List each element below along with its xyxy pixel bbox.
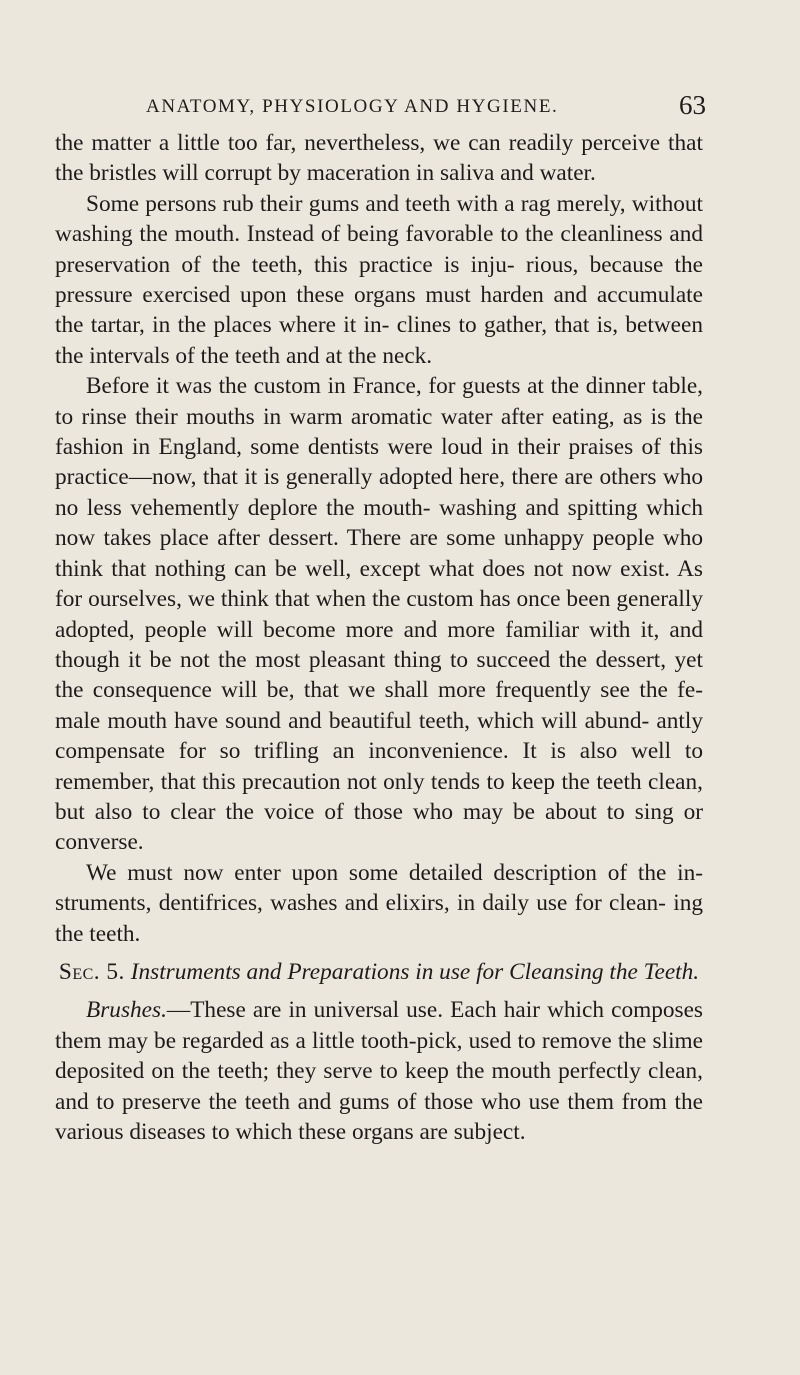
paragraph-rag-rubbing-text: Some persons rub their gums and teeth with a rag merely, without washing the mouth. Instead of being favorable to the cleanliness and preservation of the teeth, this practice is inju- rious, because the pressure exercised upon these organs must harden and accumulate the tartar, in the places where it in- clines to gather, that is, between the intervals of the teeth and at the neck. (55, 190, 703, 369)
paragraph-continuation: the matter a little too far, nevertheless, we can readily perceive that the bristles will corrupt by maceration in saliva and water. (55, 130, 703, 187)
brushes-text: —These are in universal use. Each hair which composes them may be regarded as a little tooth-pick, used to remove the slime deposited on the teeth; they serve to keep the mouth perfectly clean, and to preserve the teeth and gums of those who use them from the various diseases to which these organs are subject. (55, 997, 703, 1145)
paragraph-brushes (55, 995, 703, 1147)
paragraph-rag-rubbing (55, 189, 703, 371)
section-label: Sec. 5. (58, 958, 125, 985)
body-text (55, 128, 703, 1147)
running-head (146, 92, 706, 122)
running-title: ANATOMY, PHYSIOLOGY AND HYGIENE. (146, 96, 559, 117)
paragraph-mouth-rinsing (55, 371, 703, 858)
paragraph-instruments-intro-text: We must now enter upon some detailed description of the in- struments, dentifrices, washes and elixirs, in daily use for clean- ing the teeth. (55, 859, 703, 947)
section-title: Instruments and Preparations in use for Cleansing the Teeth. (130, 958, 700, 985)
brushes-lead: Brushes. (86, 997, 167, 1024)
paragraph-mouth-rinsing-text: Before it was the custom in France, for guests at the dinner table, to rinse their mouths in warm aromatic water after eating, as is the fashion in England, some dentists were loud in their praises of this practice—now, that it is generally adopted here, there are others who no less vehemently deplore the mouth- washing and spitting which now takes place after dessert. There are some unhappy people who think that nothing can be well, except what does not now exist. As for ourselves, we think that when the custom has once been generally adopted, people will become more and more familiar with it, and though it be not the most pleasant thing to succeed the dessert, yet the consequence will be, that we shall more frequently see the fe- male mouth have sound and beautiful teeth, which will abund- antly compensate for so trifling an inconvenience. It is also well to remember, that this precaution not only tends to keep the teeth clean, but also to clear the voice of those who may be about to sing or converse. (55, 373, 703, 856)
paragraph-instruments-intro (55, 858, 703, 949)
page-number: 63 (679, 90, 706, 120)
section-heading (55, 957, 703, 987)
